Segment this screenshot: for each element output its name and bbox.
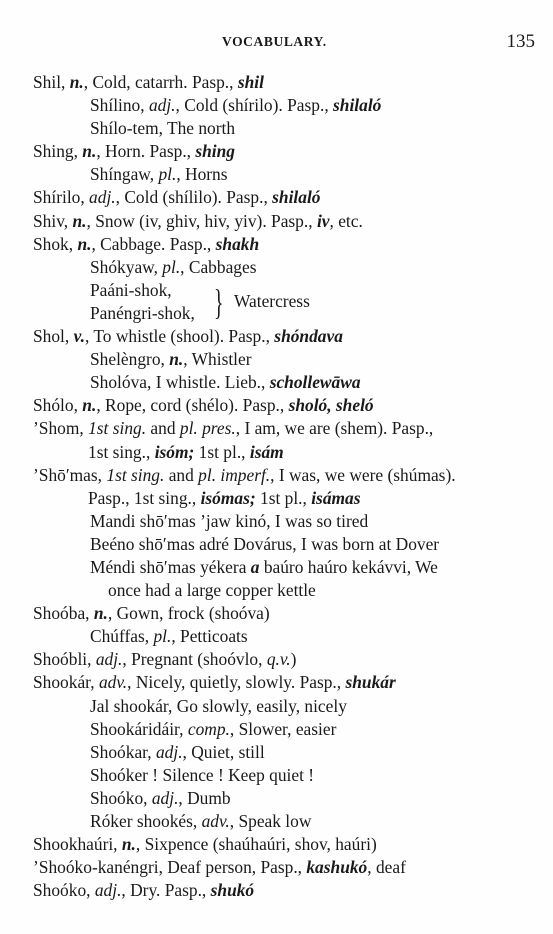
- entry-line: [0, 487, 553, 510]
- entry-text: , Cabbages: [180, 256, 257, 277]
- brace-note: Watercress: [234, 290, 310, 311]
- entry-line: [0, 233, 553, 256]
- running-title: VOCABULARY.: [222, 34, 327, 49]
- page-number: 135: [506, 31, 535, 52]
- entry-text: , Cold, catarrh. Pasp.,: [83, 72, 238, 92]
- entry-line: [0, 810, 553, 833]
- entry-line: [0, 625, 553, 648]
- entry-text: , Horn. Pasp.,: [96, 141, 196, 162]
- entry-text: Shoóko,: [90, 787, 152, 808]
- entry-text: , etc.: [329, 210, 363, 231]
- entry-text: Shil,: [33, 72, 70, 92]
- entry-text: Shing,: [33, 141, 83, 162]
- vocabulary-entries: [0, 71, 553, 902]
- entry-text: , Pregnant (shoóvlo,: [122, 649, 267, 670]
- entry-text: isámas: [311, 487, 361, 508]
- entry-line: [0, 302, 195, 325]
- entry-text: , Dumb: [178, 787, 231, 808]
- entry-line: [0, 579, 553, 602]
- entry-line: [0, 140, 553, 163]
- entry-text: shóndava: [274, 326, 343, 347]
- entry-text: , Slower, easier: [229, 718, 337, 739]
- entry-text: comp.: [187, 718, 230, 739]
- entry-text: Shílino,: [90, 95, 149, 116]
- entry-line: [0, 441, 553, 464]
- entry-text: Shookhaúri,: [33, 834, 122, 855]
- entry-line: [0, 348, 553, 371]
- entry-text: Shókyaw,: [90, 256, 163, 277]
- entry-line: [0, 533, 553, 556]
- entry-text: Panéngri-shok,: [90, 302, 195, 323]
- entry-line: [0, 833, 553, 856]
- entry-line: [0, 71, 553, 94]
- entry-text: Shookár,: [33, 672, 99, 693]
- entry-text: pl.: [158, 164, 177, 185]
- entry-text: iv: [316, 210, 330, 231]
- entry-text: , To whistle (shool). Pasp.,: [85, 326, 275, 347]
- entry-text: n.: [77, 233, 92, 254]
- entry-line: [0, 787, 553, 810]
- entry-text: , Cabbage. Pasp.,: [91, 233, 216, 254]
- entry-text: kashukó: [306, 857, 368, 878]
- entry-text: Méndi shō′mas yékera: [90, 556, 251, 577]
- entry-text: adj.: [155, 741, 183, 762]
- entry-text: , Dry. Pasp.,: [121, 880, 211, 901]
- entry-text: shilaló: [333, 95, 382, 116]
- entry-text: ’Shoóko-kanéngri, Deaf person, Pasp.,: [33, 857, 307, 878]
- entry-text: Shok,: [33, 233, 78, 254]
- entry-text: Pasp., 1st sing.,: [88, 487, 201, 508]
- entry-line: [0, 648, 553, 671]
- entry-line: [0, 856, 553, 879]
- entry-text: , Horns: [176, 164, 228, 185]
- entry-text: Shoóbli,: [33, 649, 96, 670]
- entry-line: [0, 94, 553, 117]
- entry-text: Shoóko,: [33, 880, 95, 901]
- entry-text: Jal shookár, Go slowly, easily, nicely: [90, 695, 347, 716]
- entry-text: pl. pres.: [179, 418, 236, 439]
- entry-text: ’Shom,: [33, 418, 89, 439]
- entry-text: , Speak low: [229, 811, 312, 831]
- entry-text: adj.: [95, 649, 123, 670]
- entry-line: [0, 186, 553, 209]
- entry-text: Sholóva, I whistle. Lieb.,: [90, 372, 270, 393]
- entry-text: Shílo-tem, The north: [90, 118, 236, 139]
- entry-text: pl.: [162, 256, 181, 277]
- entry-text: Paáni-shok,: [90, 279, 172, 300]
- entry-text: Shoókar,: [90, 741, 156, 762]
- entry-text: , Quiet, still: [182, 741, 265, 762]
- entry-text: , Rope, cord (shélo). Pasp.,: [96, 395, 289, 416]
- entry-text: isám: [249, 441, 284, 462]
- entry-text: , I am, we are (shem). Pasp.,: [235, 418, 434, 439]
- entry-text: isómas;: [200, 487, 256, 508]
- entry-text: and: [146, 418, 180, 439]
- entry-text: , Cold (shírilo). Pasp.,: [175, 95, 334, 116]
- entry-text: Shelèngro,: [90, 349, 170, 370]
- entry-text: sholó, sheló: [288, 395, 374, 416]
- entry-text: a: [250, 556, 260, 577]
- entry-text: Beéno shō′mas adré Dovárus, I was born at Dover: [90, 533, 440, 554]
- entry-line: [0, 256, 553, 279]
- entry-text: Shírilo,: [33, 187, 90, 208]
- entry-text: v.: [73, 326, 86, 347]
- entry-line: [0, 464, 553, 487]
- entry-text: shakh: [215, 233, 260, 254]
- entry-text: n.: [93, 603, 108, 624]
- entry-line: [0, 163, 553, 186]
- entry-text: shing: [195, 141, 235, 162]
- entry-text: q.v.: [266, 649, 291, 670]
- entry-line: [0, 510, 553, 533]
- entry-text: pl. imperf.: [198, 464, 271, 485]
- entry-text: shilaló: [272, 187, 321, 208]
- entry-text: Shoóker ! Silence ! Keep quiet !: [90, 764, 315, 785]
- entry-text: 1st sing.: [88, 418, 147, 439]
- entry-line: [0, 695, 553, 718]
- entry-line: [0, 764, 553, 787]
- entry-line: [0, 394, 553, 417]
- entry-text: ): [290, 649, 297, 670]
- entry-text: Shólo,: [33, 395, 83, 416]
- watercress-group: [0, 279, 553, 325]
- entry-text: Shol,: [33, 326, 74, 347]
- entry-text: Mandi shō′mas ’jaw kinó, I was so tired: [90, 510, 369, 531]
- entry-text: , deaf: [367, 857, 406, 878]
- entry-text: adj.: [94, 880, 122, 901]
- entry-text: , Sixpence (shaúhaúri, shov, haúri): [135, 834, 377, 855]
- entry-text: , Cold (shílilo). Pasp.,: [115, 187, 273, 208]
- entry-line: [0, 325, 553, 348]
- entry-text: , Gown, frock (shoóva): [107, 603, 270, 624]
- entry-text: adj.: [89, 187, 116, 208]
- entry-text: , Nicely, quietly, slowly. Pasp.,: [127, 672, 346, 693]
- entry-line: [0, 371, 553, 394]
- entry-text: once had a large copper kettle: [108, 580, 316, 601]
- entry-text: and: [164, 464, 199, 485]
- entry-line: [0, 671, 553, 694]
- entry-text: schollewāwa: [269, 372, 361, 393]
- entry-text: adj.: [148, 95, 176, 116]
- entry-text: , Petticoats: [171, 626, 248, 647]
- entry-text: adv.: [98, 672, 128, 693]
- entry-text: Chúffas,: [90, 626, 154, 647]
- entry-text: adj.: [151, 787, 179, 808]
- entry-text: 1st pl.,: [255, 487, 312, 508]
- brace-symbol: }: [214, 281, 224, 322]
- entry-text: 1st sing.: [106, 464, 165, 485]
- entry-text: n.: [169, 349, 184, 370]
- entry-text: Shookáridáir,: [90, 718, 188, 739]
- entry-text: Shíngaw,: [90, 164, 159, 185]
- entry-text: , Snow (iv, ghiv, hiv, yiv). Pasp.,: [86, 210, 317, 231]
- entry-text: Shoóba,: [33, 603, 94, 624]
- entry-text: n.: [82, 395, 97, 416]
- entry-text: adv.: [201, 811, 230, 831]
- entry-text: pl.: [153, 626, 172, 647]
- entry-text: ’Shō′mas,: [33, 464, 107, 485]
- entry-text: n.: [72, 210, 87, 231]
- entry-line: [0, 879, 553, 902]
- entry-text: isóm;: [154, 441, 195, 462]
- entry-line: [0, 556, 553, 579]
- entry-text: n.: [82, 141, 97, 162]
- entry-text: 1st pl.,: [194, 441, 250, 462]
- entry-text: shukár: [345, 672, 396, 693]
- entry-line: [0, 210, 553, 233]
- entry-text: Shiv,: [33, 210, 73, 231]
- entry-line: [0, 117, 553, 140]
- entry-text: 1st sing.,: [88, 441, 155, 462]
- entry-text: , I was, we were (shúmas).: [270, 464, 456, 485]
- entry-line: [0, 279, 172, 302]
- entry-text: n.: [69, 72, 84, 92]
- entry-line: [0, 417, 553, 440]
- entry-line: [0, 718, 553, 741]
- entry-text: shukó: [210, 880, 255, 901]
- entry-text: Róker shookés,: [90, 811, 202, 831]
- entry-text: shil: [237, 72, 264, 92]
- entry-text: , Whistler: [183, 349, 252, 370]
- entry-text: baúro haúro kekávvi, We: [259, 556, 438, 577]
- entry-line: [0, 602, 553, 625]
- entry-text: n.: [121, 834, 136, 855]
- page-header: [0, 31, 553, 56]
- entry-line: [0, 741, 553, 764]
